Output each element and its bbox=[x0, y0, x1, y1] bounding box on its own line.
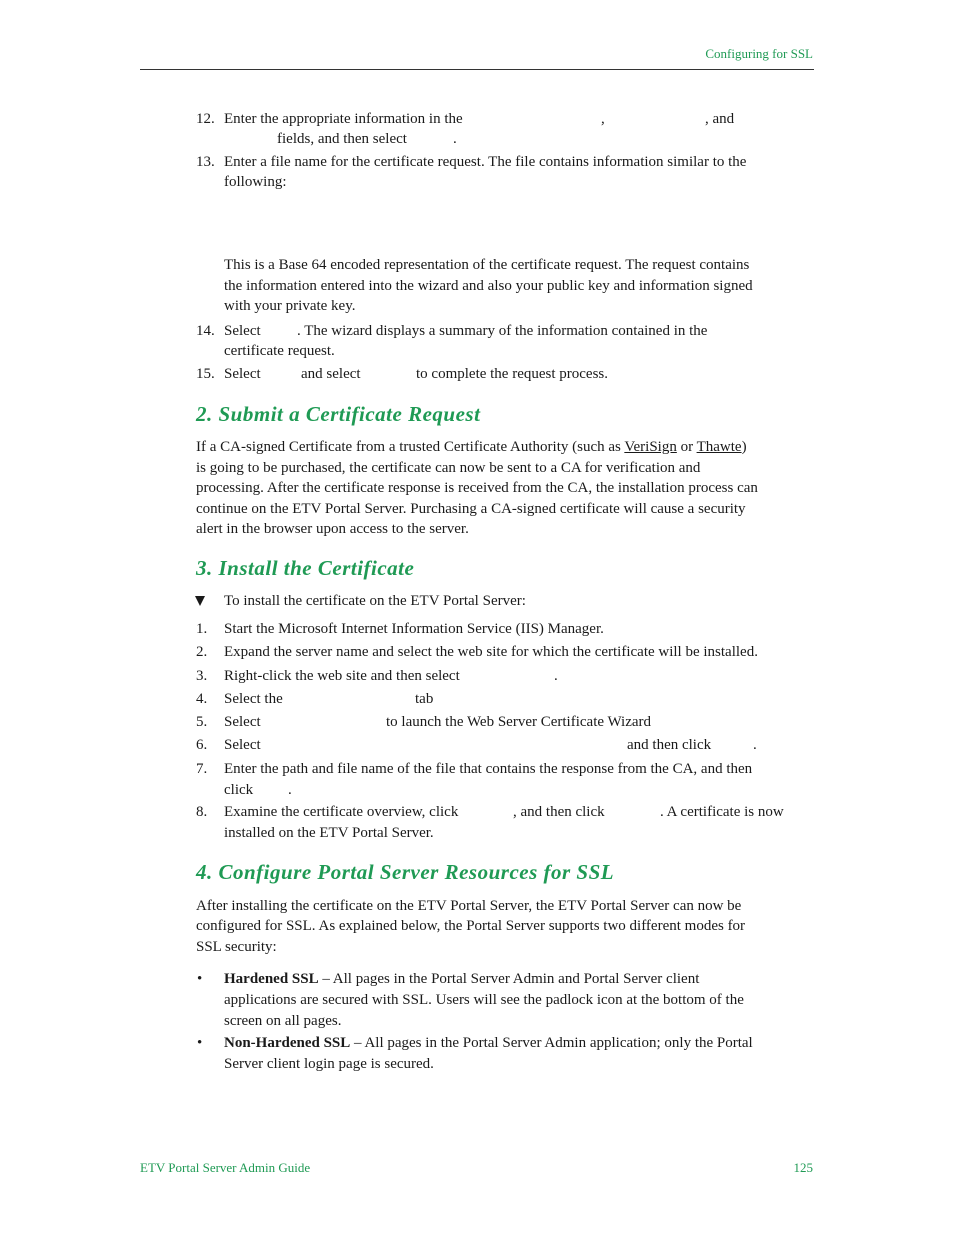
step-text: to complete the request process. bbox=[416, 366, 609, 382]
install-step-text: , and then click bbox=[513, 804, 605, 820]
footer-guide-title: ETV Portal Server Admin Guide bbox=[140, 1160, 311, 1175]
note-line: the information entered into the wizard and also your public key and information signed bbox=[224, 277, 753, 294]
bullet-description: – All pages in the Portal Server Admin and Portal Server client bbox=[318, 971, 700, 987]
step-number: 15. bbox=[196, 366, 215, 382]
install-step-number: 2. bbox=[196, 644, 208, 660]
section-heading-submit-request: 2. Submit a Certificate Request bbox=[196, 402, 481, 426]
section-heading-configure-resources: 4. Configure Portal Server Resources for SSL bbox=[196, 860, 615, 884]
step-text: following: bbox=[224, 174, 287, 190]
install-step-text: . bbox=[288, 781, 292, 798]
step-text: . The wizard displays a summary of the information contained in the bbox=[297, 323, 708, 339]
step-text: Enter the appropriate information in the bbox=[224, 111, 463, 127]
step-text: Select bbox=[224, 366, 261, 382]
section2-para-line-1: If a CA-signed Certificate from a trusted Certificate Authority (such as VeriSign or Thawte) bbox=[196, 439, 747, 455]
install-step-number: 8. bbox=[196, 804, 208, 820]
bullet-dot-icon: • bbox=[197, 971, 203, 987]
bullet-first-line bbox=[224, 969, 699, 989]
install-step-number: 4. bbox=[196, 691, 208, 707]
bullet-description: – All pages in the Portal Server Admin application; only the Portal bbox=[350, 1035, 753, 1051]
install-step-text: Start the Microsoft Internet Information Service (IIS) Manager. bbox=[224, 621, 604, 637]
bullet-line: Server client login page is secured. bbox=[224, 1056, 434, 1072]
install-step-text: Expand the server name and select the web site for which the certificate will be installed. bbox=[224, 644, 758, 660]
thawte-link[interactable]: Thawte bbox=[696, 439, 742, 455]
header-rule bbox=[140, 69, 814, 70]
install-step-text: . A certificate is now bbox=[660, 804, 784, 820]
install-step-number: 1. bbox=[196, 621, 208, 637]
step-number: 12. bbox=[196, 111, 215, 127]
install-step-text: . bbox=[753, 737, 757, 753]
install-step-number: 3. bbox=[196, 668, 208, 684]
install-step-number: 7. bbox=[196, 761, 208, 777]
step-text: Select bbox=[224, 323, 261, 339]
install-step-number: 6. bbox=[196, 737, 208, 753]
section4-para-line: SSL security: bbox=[196, 938, 277, 955]
install-step-text: Select bbox=[224, 714, 261, 730]
section4-para-line: After installing the certificate on the ETV Portal Server, the ETV Portal Server can now be bbox=[196, 898, 742, 914]
install-step-text: Select bbox=[224, 737, 261, 753]
bullet-first-line bbox=[224, 1033, 753, 1053]
install-step-text: and then click bbox=[627, 737, 712, 753]
bullet-line: applications are secured with SSL. Users will see the padlock icon at the bottom of the bbox=[224, 992, 744, 1008]
section2-para-line: processing. After the certificate response is received from the CA, the installation process can bbox=[196, 480, 758, 497]
install-step-text: Enter the path and file name of the file that contains the response from the CA, and then bbox=[224, 761, 753, 777]
step-text: and select bbox=[301, 366, 361, 382]
step-text: , and bbox=[705, 111, 735, 127]
install-step-text: tab bbox=[415, 691, 434, 707]
install-step-number: 5. bbox=[196, 714, 208, 730]
note-line: with your private key. bbox=[224, 298, 356, 314]
bullet-term: Non-Hardened SSL bbox=[224, 1035, 351, 1051]
procedure-intro: To install the certificate on the ETV Portal Server: bbox=[224, 593, 526, 609]
step-text: fields, and then select bbox=[277, 131, 407, 147]
note-line: This is a Base 64 encoded representation of the certificate request. The request contains bbox=[224, 257, 750, 273]
page-number: 125 bbox=[793, 1160, 813, 1175]
step-text: Enter a file name for the certificate request. The file contains information similar to the bbox=[224, 154, 747, 170]
bullet-term: Hardened SSL bbox=[224, 971, 319, 987]
bullet-dot-icon: • bbox=[197, 1035, 203, 1051]
install-step-text: to launch the Web Server Certificate Wizard bbox=[386, 714, 652, 730]
bullet-line: screen on all pages. bbox=[224, 1013, 342, 1029]
procedure-triangle-icon bbox=[195, 596, 205, 606]
section2-para-line: continue on the ETV Portal Server. Purchasing a CA-signed certificate will cause a security bbox=[196, 500, 746, 517]
section4-para-line: configured for SSL. As explained below, the Portal Server supports two different modes for bbox=[196, 918, 746, 935]
step-number: 14. bbox=[196, 323, 215, 339]
install-step-text: . bbox=[554, 668, 558, 684]
install-step-text: Right-click the web site and then select bbox=[224, 668, 460, 684]
section-heading-install-certificate: 3. Install the Certificate bbox=[196, 556, 415, 580]
step-text: certificate request. bbox=[224, 343, 335, 359]
step-text: , bbox=[601, 111, 605, 127]
section2-para-line: alert in the browser upon access to the server. bbox=[196, 520, 469, 537]
step-text: . bbox=[453, 131, 457, 147]
section2-para-line: is going to be purchased, the certificate can now be sent to a CA for verification and bbox=[196, 460, 701, 476]
verisign-link[interactable]: VeriSign bbox=[624, 439, 677, 455]
install-step-text: Examine the certificate overview, click bbox=[224, 804, 459, 820]
install-step-text: Select the bbox=[224, 691, 283, 707]
step-number: 13. bbox=[196, 154, 215, 170]
install-step-text: click bbox=[224, 781, 254, 798]
running-header: Configuring for SSL bbox=[705, 46, 813, 61]
install-step-text: installed on the ETV Portal Server. bbox=[224, 824, 434, 841]
